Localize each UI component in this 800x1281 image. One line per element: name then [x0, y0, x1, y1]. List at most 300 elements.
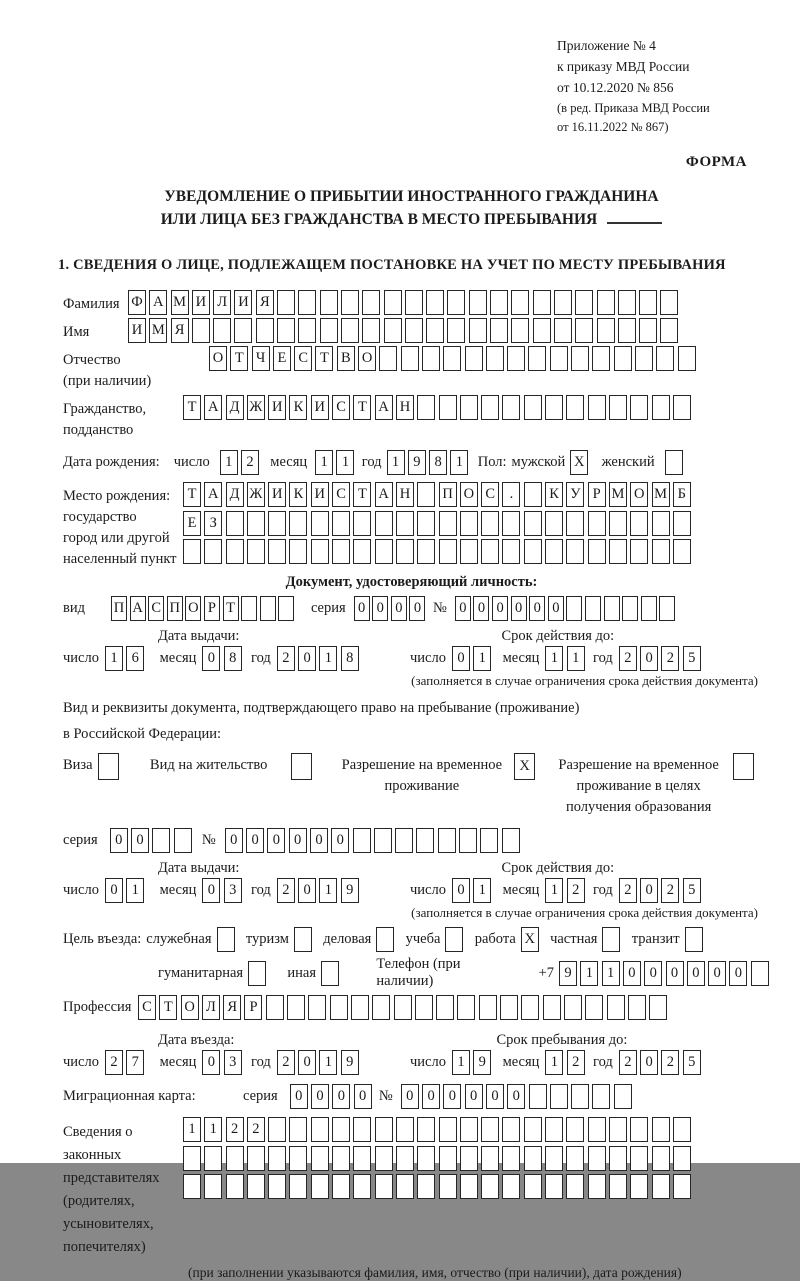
cell[interactable] — [622, 596, 638, 621]
cell[interactable] — [332, 539, 350, 564]
cell[interactable] — [174, 828, 192, 853]
cell[interactable]: Б — [673, 482, 691, 507]
cell[interactable] — [524, 395, 542, 420]
cell[interactable] — [588, 539, 606, 564]
cell[interactable] — [416, 828, 434, 853]
purpose-other-checkbox[interactable] — [321, 961, 342, 986]
cell[interactable]: С — [481, 482, 499, 507]
cell[interactable] — [332, 1146, 350, 1171]
cell[interactable] — [566, 395, 584, 420]
cell[interactable]: 0 — [372, 596, 388, 621]
cell[interactable] — [447, 290, 465, 315]
cell[interactable] — [289, 1117, 307, 1142]
cell[interactable] — [609, 1117, 627, 1142]
cell[interactable] — [311, 1146, 329, 1171]
cell[interactable] — [268, 1146, 286, 1171]
cell[interactable]: И — [268, 395, 286, 420]
cell[interactable]: 0 — [455, 596, 471, 621]
cell[interactable] — [353, 1146, 371, 1171]
cell[interactable] — [614, 346, 632, 371]
cell[interactable] — [588, 1117, 606, 1142]
cell[interactable]: И — [128, 318, 146, 343]
cell[interactable] — [502, 539, 520, 564]
cell[interactable] — [226, 1174, 244, 1199]
cell[interactable] — [524, 482, 542, 507]
cell[interactable] — [585, 995, 603, 1020]
cell[interactable]: М — [171, 290, 189, 315]
cell[interactable] — [592, 346, 610, 371]
cell[interactable]: Ч — [252, 346, 270, 371]
cell[interactable] — [566, 511, 584, 536]
sex-female-checkbox[interactable] — [665, 450, 686, 475]
cell[interactable] — [417, 539, 435, 564]
cell[interactable]: В — [337, 346, 355, 371]
cell[interactable] — [614, 1084, 632, 1109]
cell[interactable] — [247, 511, 265, 536]
cell[interactable] — [529, 1084, 547, 1109]
cell[interactable]: Т — [223, 596, 239, 621]
cell[interactable]: 0 — [422, 1084, 440, 1109]
cell[interactable]: О — [209, 346, 227, 371]
cell[interactable] — [550, 346, 568, 371]
cell[interactable] — [533, 290, 551, 315]
cell[interactable] — [528, 346, 546, 371]
cell[interactable]: 0 — [401, 1084, 419, 1109]
cell[interactable]: 2 — [105, 1050, 123, 1075]
cell[interactable]: Д — [226, 482, 244, 507]
cell[interactable] — [362, 290, 380, 315]
cell[interactable]: Р — [588, 482, 606, 507]
cell[interactable]: 0 — [289, 828, 307, 853]
cell[interactable]: 1 — [319, 1050, 337, 1075]
cell[interactable]: 5 — [683, 878, 701, 903]
cell[interactable] — [268, 1117, 286, 1142]
cell[interactable]: 1 — [183, 1117, 201, 1142]
cell[interactable] — [204, 1174, 222, 1199]
cell[interactable] — [247, 1174, 265, 1199]
cell[interactable] — [659, 596, 675, 621]
cell[interactable] — [192, 318, 210, 343]
cell[interactable]: 0 — [640, 646, 658, 671]
cell[interactable] — [384, 290, 402, 315]
cell[interactable]: И — [311, 395, 329, 420]
cell[interactable]: 0 — [331, 828, 349, 853]
cell[interactable]: О — [358, 346, 376, 371]
cell[interactable]: Л — [202, 995, 220, 1020]
cell[interactable] — [460, 1174, 478, 1199]
cell[interactable] — [635, 346, 653, 371]
cell[interactable]: К — [289, 395, 307, 420]
cell[interactable] — [652, 1174, 670, 1199]
cell[interactable]: 0 — [644, 961, 662, 986]
cell[interactable] — [204, 539, 222, 564]
cell[interactable]: 0 — [110, 828, 128, 853]
cell[interactable] — [733, 753, 754, 780]
cell[interactable] — [533, 318, 551, 343]
cell[interactable]: О — [185, 596, 201, 621]
cell[interactable]: 9 — [341, 878, 359, 903]
cell[interactable]: 0 — [486, 1084, 504, 1109]
cell[interactable]: 1 — [452, 1050, 470, 1075]
cell[interactable] — [294, 927, 312, 952]
cell[interactable] — [641, 596, 657, 621]
cell[interactable]: 0 — [298, 646, 316, 671]
cell[interactable] — [396, 1174, 414, 1199]
cell[interactable]: 1 — [602, 961, 620, 986]
cell[interactable] — [422, 346, 440, 371]
cell[interactable] — [524, 539, 542, 564]
cell[interactable] — [571, 1084, 589, 1109]
cell[interactable] — [652, 539, 670, 564]
cell[interactable] — [330, 995, 348, 1020]
cell[interactable] — [234, 318, 252, 343]
cell[interactable]: 2 — [619, 646, 637, 671]
cell[interactable]: Я — [256, 290, 274, 315]
cell[interactable]: 0 — [729, 961, 747, 986]
cell[interactable] — [183, 539, 201, 564]
cell[interactable] — [630, 1146, 648, 1171]
cell[interactable] — [372, 995, 390, 1020]
cell[interactable]: X — [570, 450, 588, 475]
cell[interactable] — [588, 1174, 606, 1199]
cell[interactable] — [311, 1174, 329, 1199]
cell[interactable]: 0 — [311, 1084, 329, 1109]
cell[interactable]: А — [204, 482, 222, 507]
cell[interactable]: О — [460, 482, 478, 507]
cell[interactable]: 2 — [619, 1050, 637, 1075]
cell[interactable] — [564, 995, 582, 1020]
cell[interactable] — [320, 290, 338, 315]
cell[interactable] — [500, 995, 518, 1020]
cell[interactable] — [588, 1146, 606, 1171]
cell[interactable] — [609, 395, 627, 420]
cell[interactable] — [460, 1146, 478, 1171]
cell[interactable] — [481, 1174, 499, 1199]
cell[interactable]: 0 — [465, 1084, 483, 1109]
cell[interactable] — [481, 1146, 499, 1171]
cell[interactable] — [490, 318, 508, 343]
cell[interactable] — [566, 1146, 584, 1171]
cell[interactable] — [460, 1117, 478, 1142]
cell[interactable] — [566, 1174, 584, 1199]
cell[interactable]: 0 — [354, 596, 370, 621]
cell[interactable] — [291, 753, 312, 780]
cell[interactable] — [213, 318, 231, 343]
cell[interactable] — [376, 927, 394, 952]
cell[interactable] — [362, 318, 380, 343]
cell[interactable]: С — [138, 995, 156, 1020]
cell[interactable]: 1 — [387, 450, 405, 475]
cell[interactable] — [652, 1146, 670, 1171]
cell[interactable] — [289, 1146, 307, 1171]
cell[interactable]: Т — [183, 395, 201, 420]
cell[interactable]: С — [332, 395, 350, 420]
cell[interactable] — [438, 828, 456, 853]
cell[interactable] — [652, 1117, 670, 1142]
cell[interactable]: Л — [213, 290, 231, 315]
cell[interactable]: 2 — [661, 1050, 679, 1075]
cell[interactable] — [751, 961, 769, 986]
cell[interactable]: П — [439, 482, 457, 507]
cell[interactable]: К — [289, 482, 307, 507]
cell[interactable]: 1 — [580, 961, 598, 986]
cell[interactable] — [353, 828, 371, 853]
cell[interactable]: С — [332, 482, 350, 507]
cell[interactable] — [447, 318, 465, 343]
cell[interactable]: 0 — [332, 1084, 350, 1109]
cell[interactable] — [469, 318, 487, 343]
cell[interactable] — [277, 318, 295, 343]
cell[interactable] — [311, 539, 329, 564]
cell[interactable] — [332, 1117, 350, 1142]
cell[interactable]: 1 — [473, 878, 491, 903]
cell[interactable]: 3 — [224, 1050, 242, 1075]
cell[interactable] — [597, 318, 615, 343]
cell[interactable]: 0 — [391, 596, 407, 621]
cell[interactable] — [248, 961, 266, 986]
cell[interactable] — [588, 395, 606, 420]
cell[interactable] — [287, 995, 305, 1020]
cell[interactable] — [566, 596, 582, 621]
purpose-humanitarian-checkbox[interactable] — [248, 961, 269, 986]
cell[interactable]: 1 — [319, 878, 337, 903]
cell[interactable] — [639, 318, 657, 343]
cell[interactable] — [592, 1084, 610, 1109]
cell[interactable]: Н — [396, 395, 414, 420]
cell[interactable] — [554, 290, 572, 315]
cell[interactable] — [439, 395, 457, 420]
cell[interactable]: 2 — [241, 450, 259, 475]
cell[interactable]: 1 — [450, 450, 468, 475]
cell[interactable] — [511, 318, 529, 343]
cell[interactable] — [417, 511, 435, 536]
cell[interactable] — [524, 1117, 542, 1142]
cell[interactable] — [566, 539, 584, 564]
cell[interactable]: 0 — [298, 878, 316, 903]
cell[interactable] — [375, 1117, 393, 1142]
cell[interactable] — [460, 539, 478, 564]
cell[interactable]: 0 — [529, 596, 545, 621]
cell[interactable]: О — [630, 482, 648, 507]
cell[interactable]: 0 — [511, 596, 527, 621]
cell[interactable]: 1 — [473, 646, 491, 671]
cell[interactable] — [417, 1117, 435, 1142]
cell[interactable] — [375, 511, 393, 536]
cell[interactable] — [524, 1146, 542, 1171]
cell[interactable]: М — [149, 318, 167, 343]
cell[interactable] — [511, 290, 529, 315]
cell[interactable] — [217, 927, 235, 952]
visa-checkbox[interactable] — [98, 753, 122, 780]
cell[interactable]: 1 — [220, 450, 238, 475]
purpose-business-checkbox[interactable] — [376, 927, 397, 952]
cell[interactable] — [401, 346, 419, 371]
cell[interactable] — [268, 1174, 286, 1199]
cell[interactable] — [630, 1117, 648, 1142]
cell[interactable] — [289, 1174, 307, 1199]
cell[interactable] — [602, 927, 620, 952]
cell[interactable] — [247, 1146, 265, 1171]
cell[interactable]: 5 — [683, 1050, 701, 1075]
cell[interactable] — [457, 995, 475, 1020]
cell[interactable]: 0 — [202, 646, 220, 671]
cell[interactable]: Т — [353, 395, 371, 420]
cell[interactable] — [353, 1117, 371, 1142]
cell[interactable] — [524, 511, 542, 536]
cell[interactable] — [630, 1174, 648, 1199]
cell[interactable] — [607, 995, 625, 1020]
cell[interactable]: К — [545, 482, 563, 507]
cell[interactable]: 0 — [452, 646, 470, 671]
cell[interactable] — [628, 995, 646, 1020]
cell[interactable] — [656, 346, 674, 371]
cell[interactable] — [660, 318, 678, 343]
cell[interactable] — [332, 511, 350, 536]
cell[interactable]: 8 — [341, 646, 359, 671]
cell[interactable] — [183, 1146, 201, 1171]
cell[interactable]: 9 — [559, 961, 577, 986]
cell[interactable]: 0 — [507, 1084, 525, 1109]
cell[interactable] — [268, 539, 286, 564]
cell[interactable] — [439, 1117, 457, 1142]
cell[interactable]: 2 — [277, 878, 295, 903]
cell[interactable]: Т — [315, 346, 333, 371]
cell[interactable]: 2 — [567, 1050, 585, 1075]
cell[interactable] — [545, 511, 563, 536]
cell[interactable] — [545, 539, 563, 564]
cell[interactable]: Е — [273, 346, 291, 371]
cell[interactable] — [321, 961, 339, 986]
cell[interactable] — [353, 539, 371, 564]
cell[interactable] — [571, 346, 589, 371]
cell[interactable] — [405, 318, 423, 343]
cell[interactable] — [604, 596, 620, 621]
cell[interactable] — [481, 1117, 499, 1142]
temp-residence-edu-checkbox[interactable] — [733, 753, 757, 780]
cell[interactable] — [502, 828, 520, 853]
cell[interactable]: 0 — [548, 596, 564, 621]
cell[interactable]: 1 — [545, 646, 563, 671]
cell[interactable]: Т — [159, 995, 177, 1020]
cell[interactable] — [226, 1146, 244, 1171]
cell[interactable]: 2 — [661, 646, 679, 671]
cell[interactable]: 8 — [429, 450, 447, 475]
cell[interactable] — [685, 927, 703, 952]
cell[interactable]: 2 — [226, 1117, 244, 1142]
cell[interactable] — [609, 539, 627, 564]
cell[interactable]: 0 — [640, 878, 658, 903]
purpose-transit-checkbox[interactable] — [685, 927, 706, 952]
cell[interactable] — [439, 539, 457, 564]
cell[interactable]: 5 — [683, 646, 701, 671]
cell[interactable]: Н — [396, 482, 414, 507]
cell[interactable] — [486, 346, 504, 371]
cell[interactable] — [649, 995, 667, 1020]
cell[interactable]: А — [375, 482, 393, 507]
cell[interactable] — [415, 995, 433, 1020]
cell[interactable] — [396, 539, 414, 564]
cell[interactable] — [268, 511, 286, 536]
cell[interactable] — [597, 290, 615, 315]
cell[interactable] — [226, 511, 244, 536]
cell[interactable] — [341, 318, 359, 343]
cell[interactable] — [396, 1146, 414, 1171]
cell[interactable]: 6 — [126, 646, 144, 671]
cell[interactable] — [439, 1146, 457, 1171]
cell[interactable]: 1 — [315, 450, 333, 475]
cell[interactable] — [226, 539, 244, 564]
cell[interactable] — [673, 395, 691, 420]
cell[interactable]: 0 — [225, 828, 243, 853]
cell[interactable]: С — [294, 346, 312, 371]
cell[interactable] — [204, 1146, 222, 1171]
cell[interactable]: 2 — [277, 1050, 295, 1075]
cell[interactable]: А — [130, 596, 146, 621]
cell[interactable] — [652, 395, 670, 420]
cell[interactable]: М — [609, 482, 627, 507]
cell[interactable]: Ф — [128, 290, 146, 315]
cell[interactable]: 1 — [319, 646, 337, 671]
cell[interactable]: 1 — [204, 1117, 222, 1142]
cell[interactable] — [98, 753, 119, 780]
cell[interactable] — [575, 290, 593, 315]
cell[interactable] — [673, 511, 691, 536]
cell[interactable] — [545, 1117, 563, 1142]
cell[interactable] — [502, 395, 520, 420]
cell[interactable]: 9 — [341, 1050, 359, 1075]
cell[interactable]: 8 — [224, 646, 242, 671]
cell[interactable]: И — [268, 482, 286, 507]
cell[interactable] — [417, 395, 435, 420]
cell[interactable]: 0 — [492, 596, 508, 621]
cell[interactable]: 2 — [661, 878, 679, 903]
cell[interactable]: 0 — [267, 828, 285, 853]
cell[interactable] — [481, 395, 499, 420]
cell[interactable]: 1 — [336, 450, 354, 475]
cell[interactable]: М — [652, 482, 670, 507]
cell[interactable] — [289, 539, 307, 564]
cell[interactable] — [266, 995, 284, 1020]
cell[interactable] — [298, 318, 316, 343]
cell[interactable] — [394, 995, 412, 1020]
cell[interactable] — [374, 828, 392, 853]
cell[interactable] — [289, 511, 307, 536]
purpose-official-checkbox[interactable] — [217, 927, 238, 952]
cell[interactable] — [630, 539, 648, 564]
cell[interactable]: И — [311, 482, 329, 507]
cell[interactable] — [639, 290, 657, 315]
cell[interactable] — [588, 511, 606, 536]
cell[interactable] — [502, 1117, 520, 1142]
cell[interactable]: 0 — [298, 1050, 316, 1075]
cell[interactable] — [465, 346, 483, 371]
cell[interactable]: 9 — [408, 450, 426, 475]
cell[interactable] — [490, 290, 508, 315]
cell[interactable]: 0 — [354, 1084, 372, 1109]
cell[interactable] — [332, 1174, 350, 1199]
cell[interactable]: 3 — [224, 878, 242, 903]
cell[interactable] — [545, 1146, 563, 1171]
cell[interactable] — [417, 482, 435, 507]
cell[interactable]: Р — [244, 995, 262, 1020]
cell[interactable] — [678, 346, 696, 371]
cell[interactable] — [375, 539, 393, 564]
cell[interactable]: П — [111, 596, 127, 621]
purpose-private-checkbox[interactable] — [602, 927, 623, 952]
cell[interactable] — [507, 346, 525, 371]
cell[interactable] — [396, 1117, 414, 1142]
purpose-study-checkbox[interactable] — [445, 927, 466, 952]
